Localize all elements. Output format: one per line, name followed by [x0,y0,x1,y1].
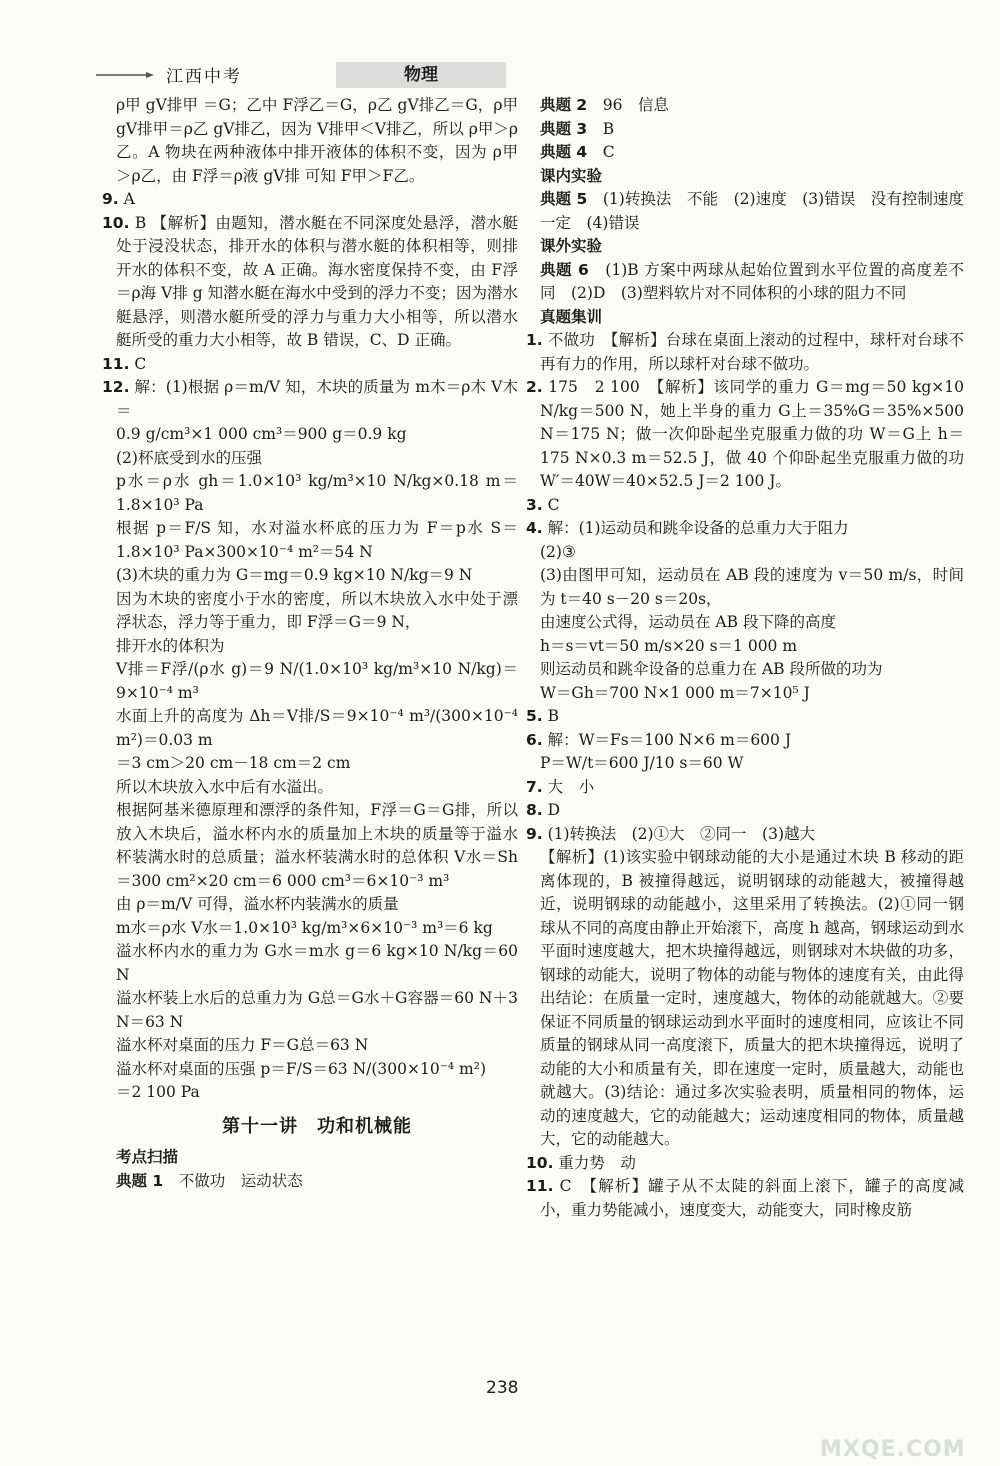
answer-line: 溢水杯对桌面的压力 F＝G总＝63 N [116,1036,369,1054]
answer-line: 由速度公式得，运动员在 AB 段下降的高度 [540,613,836,631]
item-number: 8. [526,801,543,819]
typical-question [540,94,964,118]
answer-item [526,729,964,753]
question-label: 典题 6 [540,260,589,279]
item-number: 2. [526,378,543,396]
answer-text: A [123,190,135,208]
item-number: 9. [526,824,543,843]
answer-line: V排＝F浮/(ρ水 g)＝9 N/(1.0×10³ kg/m³×10 N/kg)＝9×10⁻⁴ m³ [116,660,518,702]
item-number: 1. [526,331,543,349]
answer-line: h＝s＝vt＝50 m/s×20 s＝1 000 m [540,636,798,655]
typical-question [540,188,964,235]
item-number: 10. [526,1153,554,1172]
answer-text: 175 2 100 【解析】该同学的重力 G＝mg＝50 kg×10 N/kg＝500 N，她上半身的重力 G上＝35%G＝35%×500 N＝175 N；做一次仰卧起坐克服重力做的功 W＝G上 h＝175 N×0.3 m＝52.5 J，做 40 个仰卧起坐克服重力做的功 W′＝40W＝40×52.5 J＝2 100 J。 [540,378,964,490]
item-number: 9. [102,190,119,208]
watermark [820,1398,995,1462]
section-label: 课内实验 [540,166,603,185]
answer-line: (3)木块的重力为 G＝mg＝0.9 kg×10 N/kg＝9 N [116,566,473,584]
item-number: 6. [526,730,543,749]
section-label: 课外实验 [540,237,603,255]
item-number: 11. [526,1177,554,1195]
answer-line: 溢水杯内水的重力为 G水＝m水 g＝6 kg×10 N/kg＝60 N [116,942,518,984]
section-label: 真题集训 [540,307,603,326]
answer-line: 溢水杯对桌面的压强 p＝F/S＝63 N/(300×10⁻⁴ m²) [116,1059,487,1078]
header-region: 江西中考 [166,67,242,87]
answer-line: W＝Gh＝700 N×1 000 m＝7×10⁵ J [540,683,810,702]
page-header [96,62,516,88]
page-number: 238 [486,1378,519,1398]
answer-text: C [134,354,147,373]
item-number: 10. [102,213,130,232]
section-title: 第十一讲 功和机械能 [222,1115,412,1137]
answer-item [526,799,964,823]
answer-text: 96 信息 [602,96,669,114]
answer-line: 根据 p＝F/S 知，水对溢水杯底的压力为 F＝p水 S＝1.8×10³ Pa×300×10⁻⁴ m²＝54 N [116,519,518,561]
answer-line: (2)③ [540,542,576,561]
answer-text: B [602,119,615,138]
right-column [526,94,964,1222]
answer-text: 重力势 动 [558,1153,636,1172]
answer-line: (3)由图甲可知，运动员在 AB 段的速度为 v＝50 m/s，时间为 t＝40 s－20 s＝20s， [540,566,964,608]
answer-text: (1)转换法 (2)①大 ②同一 (3)越大 [547,824,815,843]
answer-line: m水＝ρ水 V水＝1.0×10³ kg/m³×6×10⁻³ m³＝6 kg [116,918,493,937]
left-column [102,94,518,1193]
answer-line: (2)杯底受到水的压强 [116,448,262,467]
answer-line: ＝2 100 Pa [116,1083,200,1101]
item-number: 5. [526,707,543,725]
answer-text: B [547,707,560,725]
answer-line: p水＝ρ水 gh＝1.0×10³ kg/m³×10 N/kg×0.18 m＝1.8×10³ Pa [116,472,518,514]
answer-item [102,353,518,377]
answer-text: C 【解析】罐子从不太陡的斜面上滚下，罐子的高度减小，重力势能减小，速度变大，动能变大，同时橡皮筋 [540,1177,964,1219]
question-label: 典题 3 [540,119,588,138]
answer-text: 解：(1)根据 ρ＝m/V 知，木块的质量为 m木＝ρ木 V木＝ [116,378,518,420]
answer-item [526,494,964,518]
question-label: 典题 4 [540,143,588,161]
item-number: 12. [102,378,130,396]
answer-line: 排开水的体积为 [116,636,225,655]
item-number: 11. [102,354,130,373]
answer-line: 溢水杯装上水后的总重力为 G总＝G水＋G容器＝60 N＋3 N＝63 N [116,989,518,1031]
item-number: 7. [526,777,543,796]
watermark-text: MXQE.COM [820,1437,966,1462]
answer-text: B 【解析】由题知，潜水艇在不同深度处悬浮，潜水艇处于浸没状态，排开水的体积与潜水艇的体积相等，则排开水的体积不变，故 A 正确。海水密度保持不变，由 F浮＝ρ海 V排 g 知潜水艇在海水中受到的浮力不变；因为潜水艇悬浮，则潜水艇所受的浮力与重力大小相等，所以潜水艇所受的重力大小相等，故 B 错误，C、D 正确。 [116,213,518,349]
answer-item [526,823,964,847]
question-label: 典题 2 [540,96,588,114]
answer-line: 则运动员和跳伞设备的总重力在 AB 段所做的功为 [540,660,883,678]
arrow-ornament-icon [96,72,154,78]
answer-line: 因为木块的密度小于水的密度，所以木块放入水中处于漂浮状态，浮力等于重力，即 F浮＝G＝9 N， [116,589,518,631]
item-number: 4. [526,519,543,537]
answer-line: 根据阿基米德原理和漂浮的条件知，F浮＝G＝G排，所以放入木块后，溢水杯内水的质量加上木块的质量等于溢水杯装满水时的总质量；溢水杯装满水时的总体积 V水＝Sh＝300 cm²×20 cm＝6 000 cm³＝6×10⁻³ m³ [116,801,518,890]
answer-item [526,329,964,376]
answer-item [102,188,518,212]
answer-item [526,1175,964,1222]
answer-text: (1)B 方案中两球从起始位置到水平位置的高度差不同 (2)D (3)塑料软片对不同体积的小球的阻力不同 [540,260,964,302]
answer-line: 0.9 g/cm³×1 000 cm³＝900 g＝0.9 kg [116,425,407,443]
answer-item [526,1152,964,1176]
answer-text: 解：(1)运动员和跳伞设备的总重力大于阻力 [547,519,849,537]
answer-line: 水面上升的高度为 Δh＝V排/S＝9×10⁻⁴ m³/(300×10⁻⁴ m²)＝0.03 m [116,707,518,749]
typical-question [540,118,964,142]
answer-text: 解：W＝Fs＝100 N×6 m＝600 J [547,730,792,749]
answer-line: ρ甲 gV排甲 ＝G；乙中 F浮乙＝G，ρ乙 gV排乙＝G，ρ甲 gV排甲＝ρ乙 gV排乙，因为 V排甲＜V排乙，所以 ρ甲＞ρ乙。A 物块在两种液体中排开液体的体积不变，因为 ρ甲＞ρ乙，由 F浮＝ρ液 gV排 可知 F甲＞F乙。 [116,96,518,185]
answer-line: 【解析】(1)该实验中钢球动能的大小是通过木块 B 移动的距离体现的，B 被撞得越远，说明钢球的动能越大，被撞得越近，说明钢球的动能越小，这里采用了转换法。(2)①同一钢球从不同的高度由静止开始滚下，高度 h 越高，钢球运动到水平面时速度越大，把木块撞得越远，则钢球对木块做的功多，钢球的动能大，说明了物体的动能与物体的速度有关，由此得出结论：在质量一定时，速度越大，物体的动能就越大。②要保证不同质量的钢球运动到水平面时的速度相同，应该让不同质量的钢球从同一高度滚下，质量大的把木块撞得远，说明了动能的大小和质量有关，即在速度一定时，质量越大，动能也就越大。(3)结论：通过多次实验表明，质量相同的物体，运动的速度越大，它的动能越大；运动速度相同的物体，质量越大，它的动能越大。 [540,848,964,1148]
answer-line: P＝W/t＝600 J/10 s＝60 W [540,754,744,772]
answer-item [102,376,518,423]
item-number: 3. [526,495,543,514]
answer-text: D [547,801,561,819]
answer-text: 大 小 [547,777,595,796]
typical-question [540,259,964,306]
typical-question [116,1170,518,1194]
question-label: 典题 1 [116,1171,164,1190]
answer-line: 由 ρ＝m/V 可得，溢水杯内装满水的质量 [116,895,399,913]
answer-item [526,376,964,494]
typical-question [540,141,964,165]
answer-item [526,705,964,729]
answer-line: 所以木块放入水中后有水溢出。 [116,777,334,796]
answer-line: ＝3 cm＞20 cm－18 cm＝2 cm [116,754,351,772]
answer-item [102,212,518,353]
answer-text: C [602,143,615,161]
answer-text: 不做功 【解析】台球在桌面上滚动的过程中，球杆对台球不再有力的作用，所以球杆对台球不做功。 [540,331,964,373]
answer-item [526,517,964,541]
question-label: 典题 5 [540,190,588,208]
answer-text: (1)转换法 不能 (2)速度 (3)错误 没有控制速度一定 (4)错误 [540,190,964,232]
answer-text: C [547,495,560,514]
answer-text: 不做功 运动状态 [178,1171,303,1190]
section-label: 考点扫描 [116,1148,179,1166]
header-subject: 物理 [336,62,506,88]
answer-item [526,776,964,800]
